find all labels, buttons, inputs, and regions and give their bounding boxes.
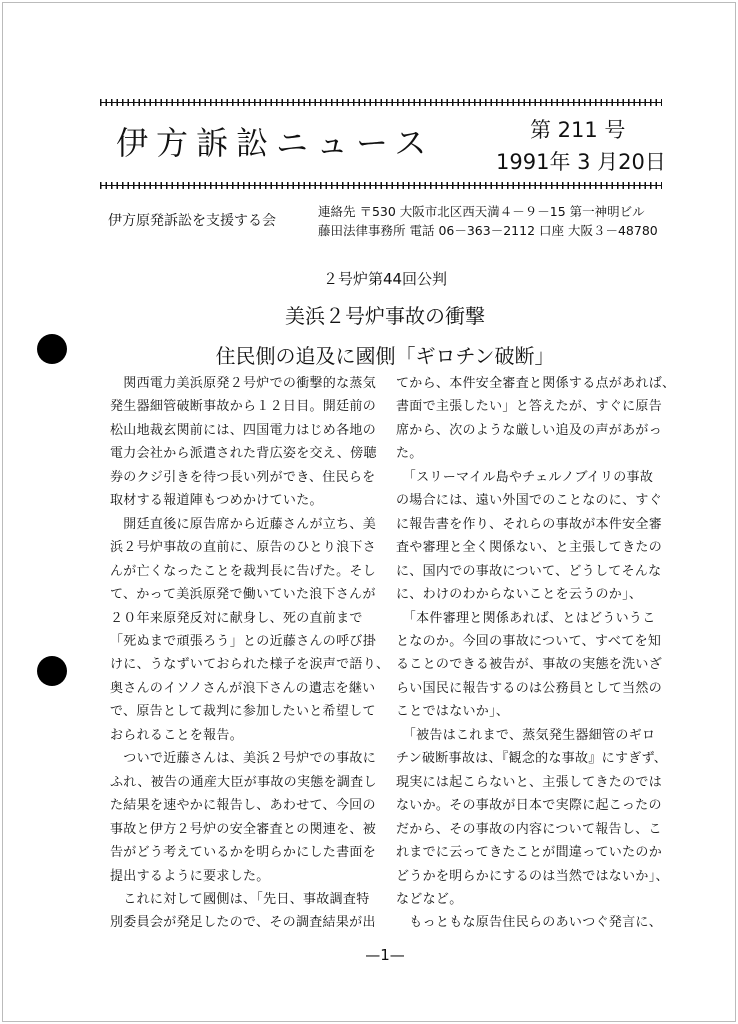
text-line: 席から、次のような厳しい追及の声があがっ — [396, 422, 663, 438]
masthead-rule-bottom — [100, 182, 662, 189]
text-line: 浜２号炉事故の直前に、原告のひとり浪下さ — [110, 540, 377, 556]
text-line: どうかを明らかにするのは当然ではないか」、 — [396, 868, 669, 884]
text-line: に報告書を作り、それらの事故が本件安全審 — [396, 516, 663, 532]
text-line: らい国民に報告するのは公務員として当然の — [396, 680, 663, 696]
text-line: 提出するように要求した。 — [110, 868, 270, 884]
text-line: 取材する報道陣もつめかけていた。 — [110, 493, 323, 509]
page-number: —1— — [365, 946, 405, 964]
text-line: 券のクジ引きを待つ長い列ができ、住民らを — [110, 469, 376, 485]
text-line: んが亡くなったことを裁判長に告げた。そし — [110, 563, 377, 579]
text-line: おられることを報告。 — [110, 727, 244, 743]
text-line: 発生器細管破断事故から１２日目。開廷前の — [110, 399, 377, 415]
text-line: 関西電力美浜原発２号炉での衝撃的な蒸気 — [110, 376, 377, 391]
text-line: で、原告として裁判に参加したいと希望して — [110, 704, 376, 720]
contact-line: 連絡先 〒530 大阪市北区西天満４－９－15 第一神明ビル — [318, 204, 645, 219]
text-line: 奥さんのイソノさんが浪下さんの遺志を継い — [110, 680, 376, 696]
article-subheadline: 住民側の追及に國側「ギロチン破断」 — [215, 344, 555, 368]
text-line: などなど。 — [396, 891, 463, 907]
issue-number: 第 211 号 — [530, 118, 626, 142]
text-line: た。 — [396, 446, 423, 462]
article-left-column — [110, 372, 389, 935]
text-line: 別委員会が発足したので、その調査結果が出 — [110, 915, 376, 931]
text-line: 書面で主張したい」と答えたが、すぐに原告 — [396, 399, 663, 415]
text-line: 告がどう考えているかを明らかにした書面を — [110, 845, 377, 861]
contact-info — [318, 202, 658, 240]
text-line: ることのできる被告が、事故の実態を洗いざ — [396, 657, 663, 673]
text-line: もっともな原告住民らのあいつぐ発言に、 — [396, 915, 663, 931]
punch-hole — [37, 656, 67, 686]
text-line: 現実には起こらないと、主張してきたのでは — [396, 774, 663, 790]
text-line: となのか。今回の事故について、すべてを知 — [396, 633, 662, 649]
text-line: ないか。その事故が日本で実際に起こったの — [396, 798, 662, 814]
text-line: 松山地裁玄関前には、四国電力はじめ各地の — [110, 422, 377, 438]
issue-date: 1991年 3 月20日 — [496, 150, 666, 174]
text-line: チン破断事故は、『観念的な事故』にすぎず、 — [396, 751, 668, 767]
article-kicker: ２号炉第44回公判 — [322, 270, 448, 288]
article-right-column — [396, 372, 675, 935]
text-line: 電力会社から派遣された背広姿を交え、傍聴 — [110, 446, 377, 462]
text-line: た結果を速やかに報告し、あわせて、今回の — [110, 798, 376, 814]
masthead-rule-top — [100, 99, 662, 106]
newsletter-title: 伊方訴訟ニュース — [116, 124, 435, 162]
text-line: 「スリーマイル島やチェルノブイリの事故 — [396, 469, 654, 485]
text-line: 「被告はこれまで、蒸気発生器細管のギロ — [396, 727, 656, 743]
article-headline: 美浜２号炉事故の衝撃 — [285, 304, 485, 328]
text-line: ことではないか」、 — [396, 704, 510, 720]
text-line: 事故と伊方２号炉の安全審査との関連を、被 — [110, 821, 377, 837]
text-line: ふれ、被告の通産大臣が事故の実態を調査し — [110, 774, 377, 790]
text-line: に、わけのわからないことを云うのか」、 — [396, 587, 643, 603]
text-line: これに対して國側は、「先日、事故調査特 — [110, 891, 370, 907]
text-line: てから、本件安全審査と関係する点があれば、 — [396, 376, 676, 391]
text-line: 開廷直後に原告席から近藤さんが立ち、美 — [110, 516, 377, 532]
text-line: て、かって美浜原発で働いていた浪下さんが — [110, 587, 376, 603]
text-line: の場合には、遠い外国でのことなのに、すぐ — [396, 493, 663, 509]
text-line: 「本件審理と関係あれば、とはどういうこ — [396, 610, 656, 626]
text-line: けに、うなずいておられた様子を涙声で語り、 — [110, 657, 390, 673]
text-line: れまでに云ってきたことが間違っていたのか — [396, 845, 663, 861]
text-line: だから、その事故の内容について報告し、こ — [396, 821, 662, 837]
text-line: ２０年来原発反対に献身し、死の直前まで — [110, 610, 363, 626]
organization-name: 伊方原発訴訟を支援する会 — [108, 213, 276, 229]
text-line: ついで近藤さんは、美浜２号炉での事故に — [110, 751, 377, 767]
text-line: 「死ぬまで頑張ろう」との近藤さんの呼び掛 — [110, 633, 377, 649]
text-line: 査や審理と全く関係ない、と主張してきたの — [396, 540, 663, 556]
contact-line: 藤田法律事務所 電話 06－363－2112 口座 大阪３－48780 — [318, 223, 658, 238]
text-line: に、国内での事故について、どうしてそんな — [396, 563, 662, 579]
